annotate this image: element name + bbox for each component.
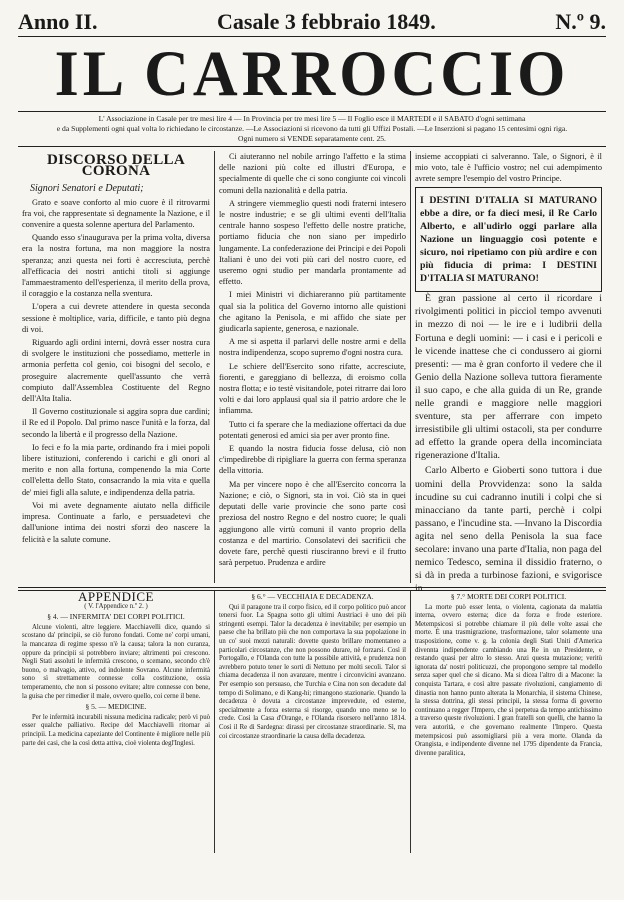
masthead-title: IL CARROCCIO xyxy=(54,38,570,110)
notice-line-1: L' Associazione in Casale per tre mesi lire 4 — In Provincia per tre mesi lire 5 — Il Foglio esce il MARTEDI e il SABATO d'ogni settimana xyxy=(98,114,526,123)
speech-paragraph: Il Governo costituzionale si aggira sopra due cardini; il Re ed il Popolo. Dal primo nasce l'unità e la forza, dal secondo la libertà e il progresso della Nazione. xyxy=(22,407,210,439)
speech-paragraph: Voi mi avete degnamente aiutato nella difficile impresa. Continuate a farlo, e persuadetevi che dall'unione intima dei nostri sforzi deo nascere la felicità e la salute comune. xyxy=(22,500,210,544)
main-columns xyxy=(18,151,606,595)
speech-paragraph: I miei Ministri vi dichiareranno più partitamente qual sia la politica del Governo intorno alle quistioni che agitano la Penisola, e mi affido che siate per giudicarla sapiente, generosa, e nazionale. xyxy=(219,290,406,334)
speech-paragraph: A me si aspetta il parlarvi delle nostre armi e della nostra indipendenza, scopo supremo d'ogni nostra cura. xyxy=(219,337,406,358)
speech-paragraph: E quando la nostra fiducia fosse delusa, ciò non c'impedirebbe di ripigliare la guerra con ferma speranza della vittoria. xyxy=(219,444,406,476)
article-paragraph: Carlo Alberto e Gioberti sono tuttora i due uomini della Provvidenza: sono la salda incudine su cui cadranno inutili i colpi che si minacciano da tante parti, perchè i colpi passano, e l'incudine sta. —Invano la Discordia agita nel seno della Penisola la sua face secolare: invano una parte d'Italia, non paga del nemico Tedesco, semina il dissidio fraterno, o si dà in preda a turbinose fazioni, e svigorisce in xyxy=(415,465,602,595)
appendix-columns xyxy=(18,591,606,853)
destini-box: I DESTINI D'ITALIA SI MATURANO ebbe a dire, or fa dieci mesi, il Re Carlo Alberto, e all'udirlo oggi parlare alla Nazione un linguaggio così potente e sicuro, noi ripetiamo con più ardire e con più fiducia di prima: I DESTINI D'ITALIA SI MATURANO! xyxy=(415,187,602,293)
section-5-text: Per le infermità incurabili nissuna medicina radicale; però vi può esser qualche palliativo. Recipe del Macchiavelli ritornar ai principii. La medicina capeziante del Continente è migliore nelle più parte dei casi, che la così detta attiva, cioè violenta degl'Inglesi. xyxy=(22,713,210,747)
appendix-reference: ( V. l'Appendice n.º 2. ) xyxy=(84,602,148,610)
column-2 xyxy=(214,151,410,583)
issue-number: N.º 9. xyxy=(555,9,606,34)
speech-paragraph: A stringere viemmeglio questi nodi fraterni intesero le nostre industrie; e se gli ultimi eventi dell'Italia centrale hanno sospeso l'effetto delle nostre pratiche, portiamo fiducia che non siano per impedirlo lungamente. La confederazione dei Principi e dei Popoli Italiani è uno dei voti più cari del nostro cuore, ed useremo ogni studio per mandarla prontamente ad effetto. xyxy=(219,198,406,287)
notice-line-3: Ogni numero si VENDE separatamente cent. 25. xyxy=(238,134,386,143)
section-6-title: § 6.° — VECCHIAIA E DECADENZA. xyxy=(251,592,374,601)
speech-paragraph: Riguardo agli ordini interni, dovrà esser nostra cura di svolgere le instituzioni che possediamo, metterle in armonia perfetta col genio, coi bisogni del secolo, e proseguire alacremente quell'assunto che verrà compiuto dall'Assemblea Costituente del Regno dell'Alta Italia. xyxy=(22,338,210,404)
masthead-rule xyxy=(18,111,606,112)
subscription-notice xyxy=(18,114,606,144)
speech-paragraph: L'opera a cui devrete attendere in questa seconda sessione è moltiplice, varia, difficile, e tanto più degna di voi. xyxy=(22,302,210,334)
section-5-title: § 5. — MEDICINE. xyxy=(85,702,147,712)
article-paragraph: È gran passione al certo il ricordare i rivolgimenti politici in picciol tempo avvenuti in mezzo di noi — le ire e i ludibrii della Fortuna e degli uomini: — i casi e i pericoli e le vicende inattese che ci condussero ai giorni presenti: — ma è gran conforto il vedere che il Genio della Nazione solleva tuttora fieramente il suo capo, e che alla guida di un Re, grande nelle grandi e maggiore nelle maggiori sventure, sta per afferrare con impeto irresistibile gli ultimi ostacoli, sta per condurre ad effetto la grande opera della incominciata rigenerazione d'Italia. xyxy=(415,293,602,462)
appendix-column-1 xyxy=(18,591,214,853)
speech-heading: DISCORSO DELLA CORONA xyxy=(47,152,185,180)
speech-paragraph: Ma per vincere nopo è che all'Esercito concorra la Nazione; e ciò, o Signori, sta in voi. Ciò sta in quei deputati delle varie provincie che sono parte così preziosa del nostro Regno e del nostro cuore; le quali aggiungono alle virtù comuni il vanto proprio della costanza e del martirio. Consolatevi dei sacrificii che dovete fare, perchè questi riusciranno brevi e il frutto sarà perpetuo. Prudenza e ardire xyxy=(219,479,406,568)
section-7-text: La morte può esser lenta, o violenta, cagionata da malattia interna, ovvero esterna; dice da forza e frode esteriore. Metempsicosi sì potrebbe chiamare il più delle volte assai che morte. È una trasmigrazione, trasformazione, talor solamente una trasposizione, come v. g. la colonia degli Stati Uniti d'America divennta indipendente cambiando una Re in un Presidente, e restando quasi per altro lo stesso. Anzi questa mutazione; veritù ignorata da' nostri politicuzzi, che propongono sempre tal modello senza saper quel che si dicano. Ma si dicea l'altro di a Macone: la conquista Tartara, e così altre passate rivoluzioni, cangiamento di dinastia non hanno punto alterata la Monarchia, il sistema Chinese, la stessa dottrina, gli stessi principii, la stessa forma di governo continuano a regger l'Impero, che si perpetua da tempo antichissimo a traverso queste rivoluzioni. I gran fratelli son quelli, che hanno la vera autorità, e che governano realmente l'Impero. Questa metempsicosi può assomigliarsi più a vera morte. Olanda da Orangista, e indipendente divenne nel 1795 dipendente da Francia, divenne paralitica, xyxy=(415,603,602,757)
column-3 xyxy=(410,151,606,595)
section-7-title: § 7.° MORTE DEI CORPI POLITICI. xyxy=(450,592,567,601)
section-4-text: Alcune violenti, altre leggiere. Macchiavelli dice, quando si scostano da' principii, se ciò furono fondati. Come ne' corpi umani, la mancanza di regime spesso n'è la causa; talora la non curanza, oppure da principii si potrebbero inviare; altrimenti poi crescono. Negli Stati assoluti le infermità crescono, o scemano, secondo ch'è buono, o malvagio, attivo, od indolente Sovrano. Alcune infermità sono sì strettamente connesse colla costituzione, ossia temperamento, che non si possono evitare; altre connesse con bene, la guisa che per rimedier il male, ovvero quello, coi cerne il bene. xyxy=(22,623,210,700)
column-1 xyxy=(18,151,214,583)
speech-closing: insieme accoppiati ci salveranno. Tale, o Signori, è il mio voto, tale è l'ufficio vostro; nel cui adempimento avrete sempre l'esempio del vostro Principe. xyxy=(415,152,602,184)
appendix-title: APPENDICE xyxy=(77,589,154,604)
header-line xyxy=(18,0,606,34)
speech-paragraph: Grato e soave conforto al mio cuore è il ritrovarmi fra voi, che rappresentate sì degnamente la Nazione, e il convenire a questa solenne apertura del Parlamento. xyxy=(22,197,210,230)
appendix-column-3 xyxy=(410,591,606,853)
dateline: Casale 3 febbraio 1849. xyxy=(217,9,436,34)
notice-rule xyxy=(18,146,606,147)
speech-paragraph: Io feci e fo la mia parte, ordinando fra i miei popoli libere istituzioni, conferendo i carichi e gli onori al merito e non alla fortuna, compenendo la mia Corte coll'eletta dello Stato, consacrando la mia vita e quella de' miei figli alla salute, e indipendenza della patria. xyxy=(22,442,210,497)
speech-paragraph: Tutto ci fa sperare che la mediazione offertaci da due potentati generosi ed amici sia per aver pronto fine. xyxy=(219,419,406,440)
notice-line-2: e da Supplementi ogni qual volta lo richiedano le circostanze. —Le Associazioni si ricevono da tutti gli Uffizi Postali. —Le Inserzioni si pagano 15 centesimi ogni riga. xyxy=(56,124,568,133)
speech-paragraph: Ci aiuteranno nel nobile arringo l'affetto e la stima delle nazioni più colte ed illustri d'Europa, e specialmente di quelle che ci sono congiunte coi vincoli comuni della nazionalità e della patria. xyxy=(219,152,406,195)
speech-salutation: Signori Senatori e Deputati; xyxy=(30,183,144,195)
speech-paragraph: Le schiere dell'Esercito sono rifatte, accresciute, fiorenti, e gareggiano di bellezza, di eroismo colla nostra flotta; e io testè visitandole, potei ritrarre dai loro volti e dai loro applausi qual sia il patrio ardore che le infiamma. xyxy=(219,361,406,416)
year-label: Anno II. xyxy=(18,9,98,34)
appendix-column-2 xyxy=(214,591,410,853)
section-6-text: Qui il paragone tra il corpo fisico, ed il corpo politico può ancor tenersi fuor. La Spagna sotto gli ultimi Austriaci è uno dei più stringenti esempi. Talor la decadenza è inevitabile; per esempio un paese che ha brillato più che non comportava la sua popolazione in un co' suoi mezzi naturali: dovette questo brillare momentaneo a particolari circostanze, che non possono durare, nè forzarsi. Così il Portogallo, e l'Olanda con tutte la possibile attività, e prudenza non avrebbero potuto tener le sorti di Nettuno per molti secoli. Talor si chiama decadenza il non avanzare, mentre i circonvicini avanzano. Per esempio son persuaso, che Turchia e Cina non son decadute dal tempo di Solimano, e di Kang-hi; rimangono stazionarie. Quando la decadenza è dovuta a circostanze imprevedute, ed esterne, specialmente a forza esterna si risorge, quando uno meno se lo crede. Così la Casa d'Orange, e l'Olanda risorsero nell'anno 1814. Così il Re di Sardegna: dirassi per circostanze straordinarie. Sì, ma coi circostanze straordinarie la causa della decadenza. xyxy=(219,603,406,740)
section-4-title: § 4. — INFERMITA' DEI CORPI POLITICI. xyxy=(47,612,185,622)
speech-paragraph: Quando esso s'inaugurava per la prima volta, diversa era la nostra fortuna, ma non maggiore la nostra speranza; anzi questa nei forti è accresciuta, perchè all'efficacia dei nostri antichi titoli si aggiunge l'ammaestramento dell'esperienza, il merito della prova, il coraggio e la costanza nella sventura. xyxy=(22,233,210,299)
